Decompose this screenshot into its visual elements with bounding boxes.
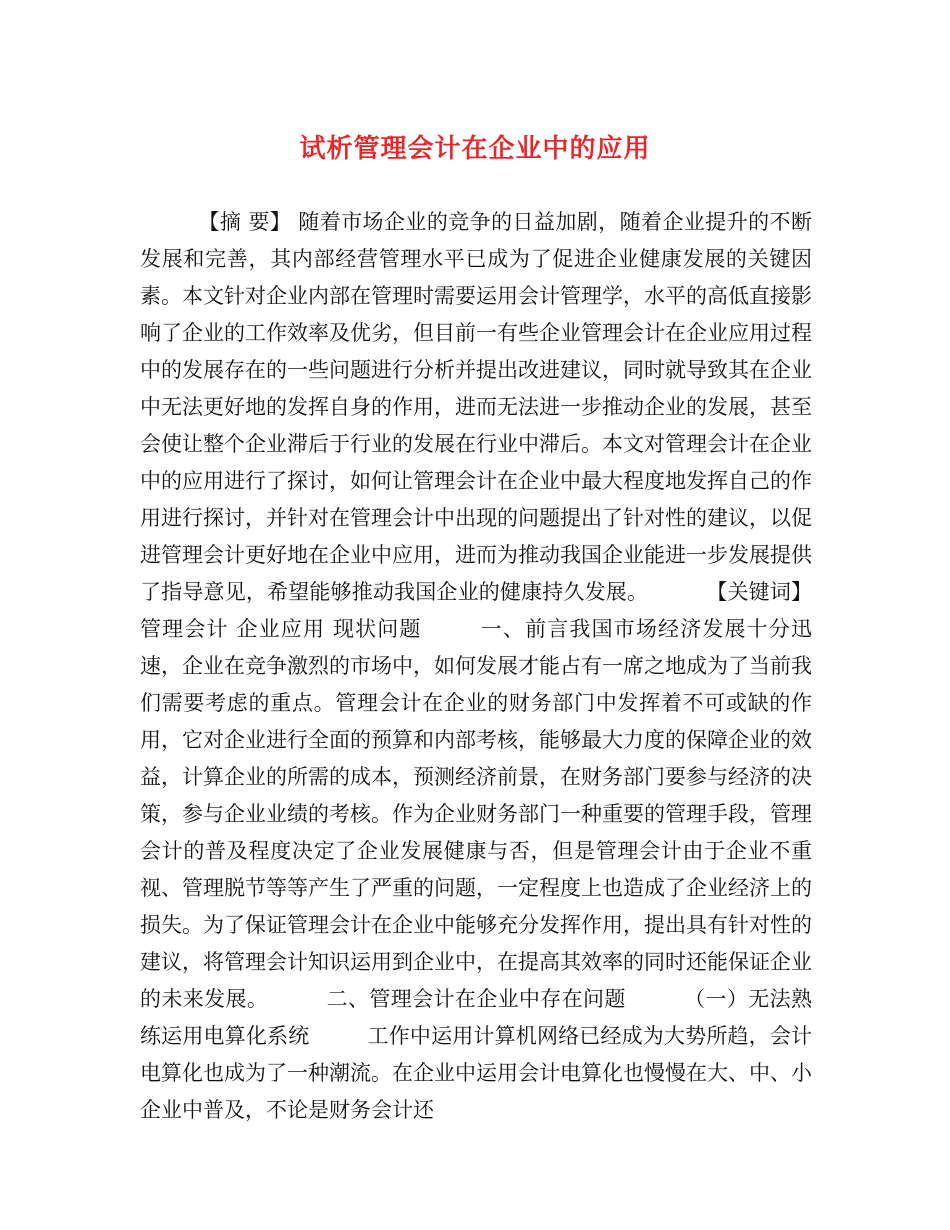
section-heading-1: 一、前言 bbox=[479, 617, 570, 641]
document-title: 试析管理会计在企业中的应用 bbox=[299, 134, 651, 164]
abstract-label: 【摘 要】 bbox=[198, 210, 292, 234]
section-heading-2: 二、管理会计在企业中存在问题 bbox=[326, 987, 626, 1011]
abstract-text: 随着市场企业的竞争的日益加剧，随着企业提升的不断发展和完善，其内部经营管理水平已成为了促进企业健康发展的关键因素。本文针对企业内部在管理时需要运用会计管理学，水平的高低直接影响了企业的工作效率及优劣，但目前一有些企业管理会计在企业应用过程中的发展存在的一些问题进行分析并提出改进建议，同时就导致其在企业中无法更好地的发挥自身的作用，进而无法进一步推动企业的发展，甚至会使让整个企业滞后于行业的发展在行业中滞后。本文对管理会计在企业中的应用进行了探讨，如何让管理会计在企业中最大程度地发挥自己的作用进行探讨，并针对在管理会计中出现的问题提出了针对性的建议，以促进管理会计更好地在企业中应用，进而为推动我国企业能进一步发展提供了指导意见，希望能够推动我国企业的健康持久发展。 bbox=[140, 210, 812, 604]
subsection-text-1: 工作中运用计算机网络已经成为大势所趋，会计电算化也成为了一种潮流。在企业中运用会计电算化也慢慢在大、中、小企业中普及，不论是财务会计还 bbox=[140, 1024, 813, 1122]
keywords-text: 管理会计 企业应用 现状问题 bbox=[140, 617, 422, 641]
document-body bbox=[140, 204, 812, 1129]
section-text-1: 我国市场经济发展十分迅速，企业在竞争激烈的市场中，如何发展才能占有一席之地成为了当前我们需要考虑的重点。管理会计在企业的财务部门中发挥着不可或缺的作用，它对企业进行全面的预算和内部考核，能够最大力度的保障企业的效益，计算企业的所需的成本，预测经济前景，在财务部门要参与经济的决策，参与企业业绩的考核。作为企业财务部门一种重要的管理手段，管理会计的普及程度决定了企业发展健康与否，但是管理会计由于企业不重视、管理脱节等等产生了严重的问题，一定程度上也造成了企业经济上的损失。为了保证管理会计在企业中能够充分发挥作用，提出具有针对性的建议，将管理会计知识运用到企业中，在提高其效率的同时还能保证企业的未来发展。 bbox=[140, 617, 813, 1011]
keywords-label: 【关键词】 bbox=[706, 580, 813, 604]
subsection-heading-1: （一）无法熟练运用电算化系统 bbox=[140, 987, 813, 1048]
